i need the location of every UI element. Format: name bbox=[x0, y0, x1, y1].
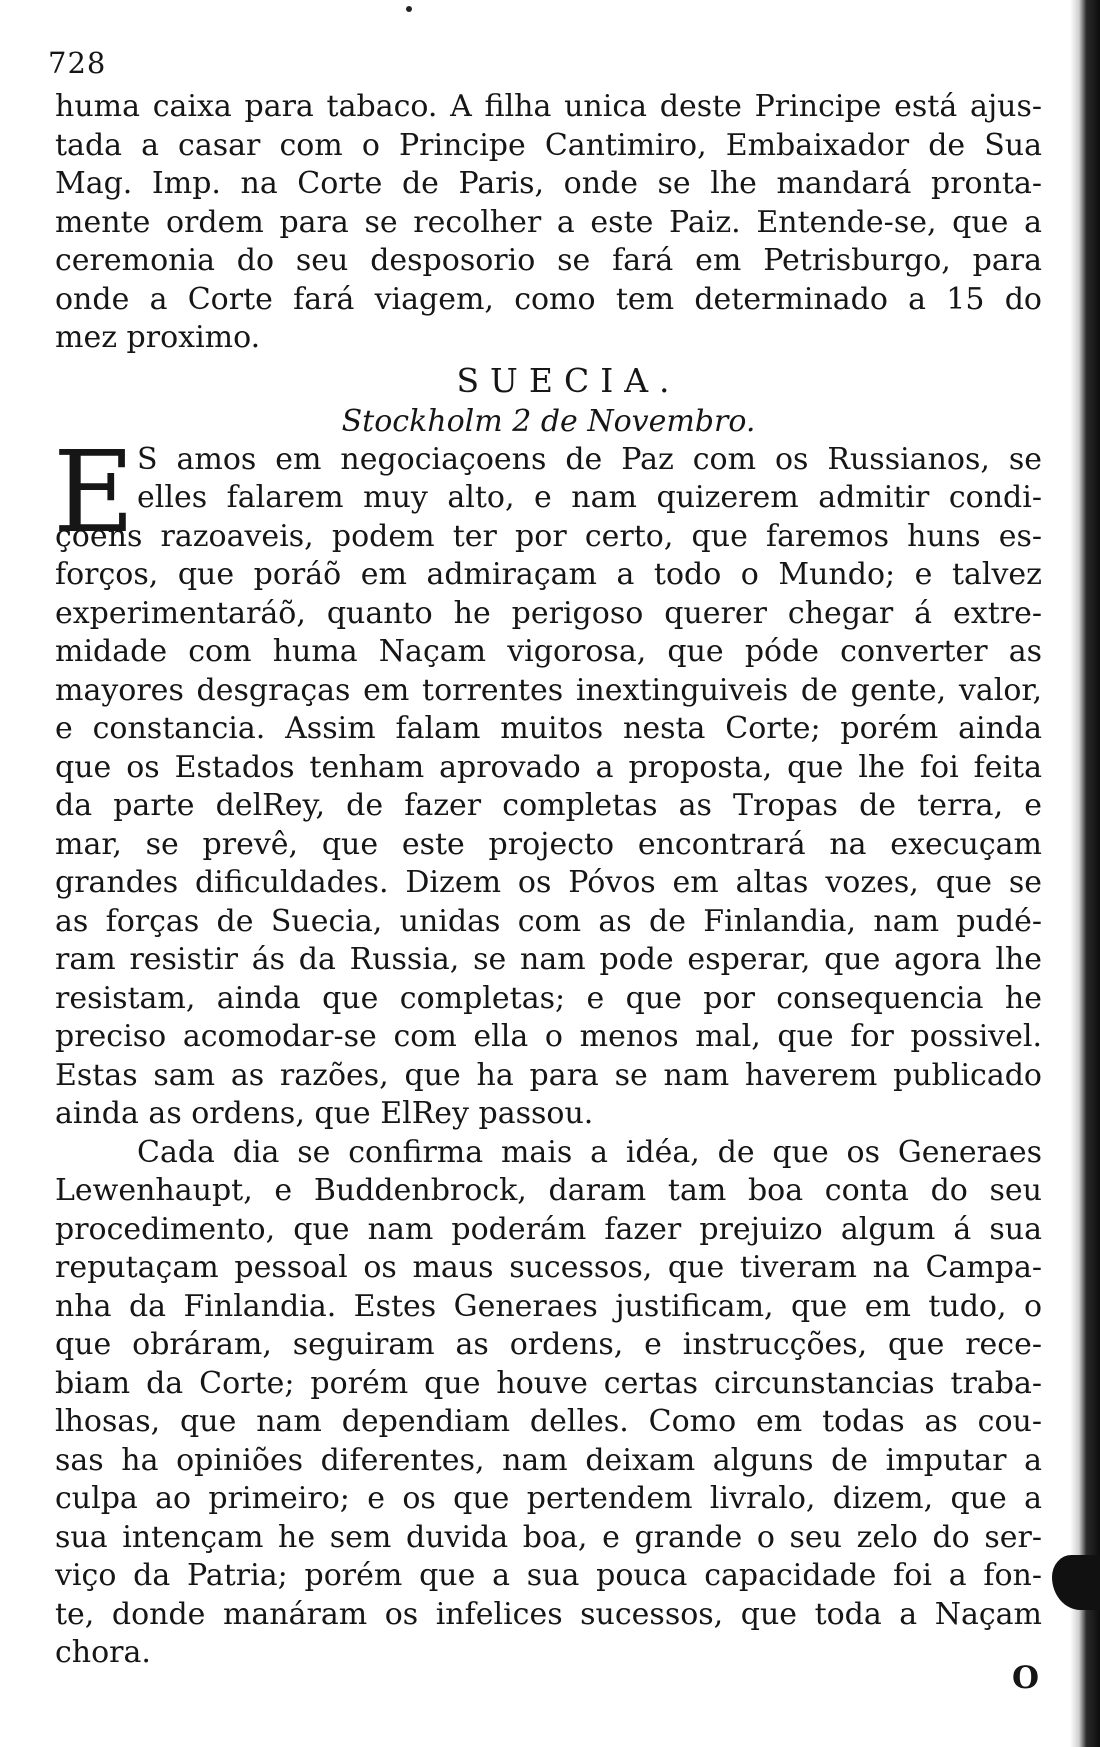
text-line: çoens razoaveis, podem ter por certo, que faremos huns es- bbox=[55, 518, 1042, 554]
text-line: forços, que poráõ em admiraçam a todo o Mundo; e talvez bbox=[55, 557, 1042, 592]
text-line: chora. bbox=[55, 1635, 151, 1670]
text-line: mayores desgraças em torrentes inextinguiveis de gente, valor, bbox=[55, 672, 1042, 708]
text-line: elles falarem muy alto, e nam quizerem admitir condi- bbox=[137, 480, 1042, 515]
text-line: experimentaráõ, quanto he perigoso querer chegar á extre- bbox=[55, 595, 1042, 631]
text-line: culpa ao primeiro; e os que pertendem livralo, dizem, que a bbox=[55, 1481, 1042, 1516]
text-line: onde a Corte fará viagem, como tem determinado a 15 do bbox=[55, 281, 1042, 317]
catchword: O bbox=[1012, 1660, 1040, 1696]
page-edge-tab bbox=[1052, 1555, 1100, 1610]
page-number: 728 bbox=[48, 46, 107, 80]
text-line: viço da Patria; porém que a sua pouca capacidade foi a fon- bbox=[55, 1558, 1042, 1593]
text-line: Lewenhaupt, e Buddenbrock, daram tam boa conta do seu bbox=[55, 1173, 1042, 1208]
dateline: Stockholm 2 de Novembro. bbox=[341, 403, 756, 439]
text-line: S amos em negociaçoens de Paz com os Russianos, se bbox=[137, 441, 1042, 477]
intro-paragraph bbox=[55, 88, 1042, 358]
text-line: nha da Finlandia. Estes Generaes justificam, que em tudo, o bbox=[55, 1288, 1042, 1324]
text-line: ceremonia do seu desposorio se fará em Petrisburgo, para bbox=[55, 243, 1042, 278]
text-line: preciso acomodar-se com ella o menos mal, que for possivel. bbox=[55, 1019, 1042, 1054]
text-line: sua intençam he sem duvida boa, e grande o seu zelo do ser- bbox=[55, 1519, 1042, 1555]
ink-dot bbox=[406, 6, 412, 12]
text-line: biam da Corte; porém que houve certas circunstancias traba- bbox=[55, 1365, 1042, 1401]
text-line: te, donde manáram os infelices sucessos, que toda a Naçam bbox=[55, 1596, 1042, 1632]
text-line: as forças de Suecia, unidas com as de Finlandia, nam pudé- bbox=[55, 903, 1042, 939]
text-line: que obráram, seguiram as ordens, e instrucções, que rece- bbox=[55, 1327, 1042, 1362]
text-line: procedimento, que nam poderám fazer prejuizo algum á sua bbox=[55, 1211, 1042, 1247]
page-edge-shadow bbox=[1070, 0, 1100, 1747]
text-line: lhosas, que nam dependiam delles. Como em todas as cou- bbox=[55, 1404, 1042, 1439]
article-body bbox=[55, 88, 1042, 1673]
text-line: mar, se prevê, que este projecto encontrará na execuçam bbox=[55, 826, 1042, 862]
text-line: da parte delRey, de fazer completas as Tropas de terra, e bbox=[55, 788, 1042, 823]
text-line: grandes dificuldades. Dizem os Póvos em altas vozes, que se bbox=[55, 865, 1042, 900]
text-line: sas ha opiniões diferentes, nam deixam alguns de imputar a bbox=[55, 1442, 1042, 1478]
text-line: ram resistir ás da Russia, se nam pode esperar, que agora lhe bbox=[55, 942, 1042, 977]
section-heading bbox=[55, 358, 1042, 403]
paragraph-suecia-1 bbox=[53, 427, 1042, 1134]
text-line: ainda as ordens, que ElRey passou. bbox=[55, 1096, 594, 1131]
text-line: midade com huma Naçam vigorosa, que póde converter as bbox=[55, 634, 1042, 669]
text-line: mez proximo. bbox=[55, 320, 261, 355]
text-line: huma caixa para tabaco. A filha unica deste Principe está ajus- bbox=[55, 89, 1042, 124]
text-line: mente ordem para se recolher a este Paiz. Entende-se, que a bbox=[55, 204, 1042, 240]
text-line: reputaçam pessoal os maus sucessos, que tiveram na Campa- bbox=[55, 1250, 1042, 1285]
section-title: SUECIA. bbox=[456, 360, 681, 400]
drop-cap: E bbox=[53, 427, 135, 558]
text-line: que os Estados tenham aprovado a proposta, que lhe foi feita bbox=[55, 749, 1042, 785]
text-line: Estas sam as razões, que ha para se nam haverem publicado bbox=[55, 1057, 1042, 1093]
text-line: Cada dia se confirma mais a idéa, de que os Generaes bbox=[137, 1134, 1042, 1170]
text-line: e constancia. Assim falam muitos nesta Corte; porém ainda bbox=[55, 711, 1042, 746]
text-line: Mag. Imp. na Corte de Paris, onde se lhe mandará pronta- bbox=[55, 166, 1042, 201]
paragraph-suecia-2 bbox=[55, 1134, 1042, 1673]
text-line: tada a casar com o Principe Cantimiro, Embaixador de Sua bbox=[55, 127, 1042, 163]
text-line: resistam, ainda que completas; e que por consequencia he bbox=[55, 980, 1042, 1016]
